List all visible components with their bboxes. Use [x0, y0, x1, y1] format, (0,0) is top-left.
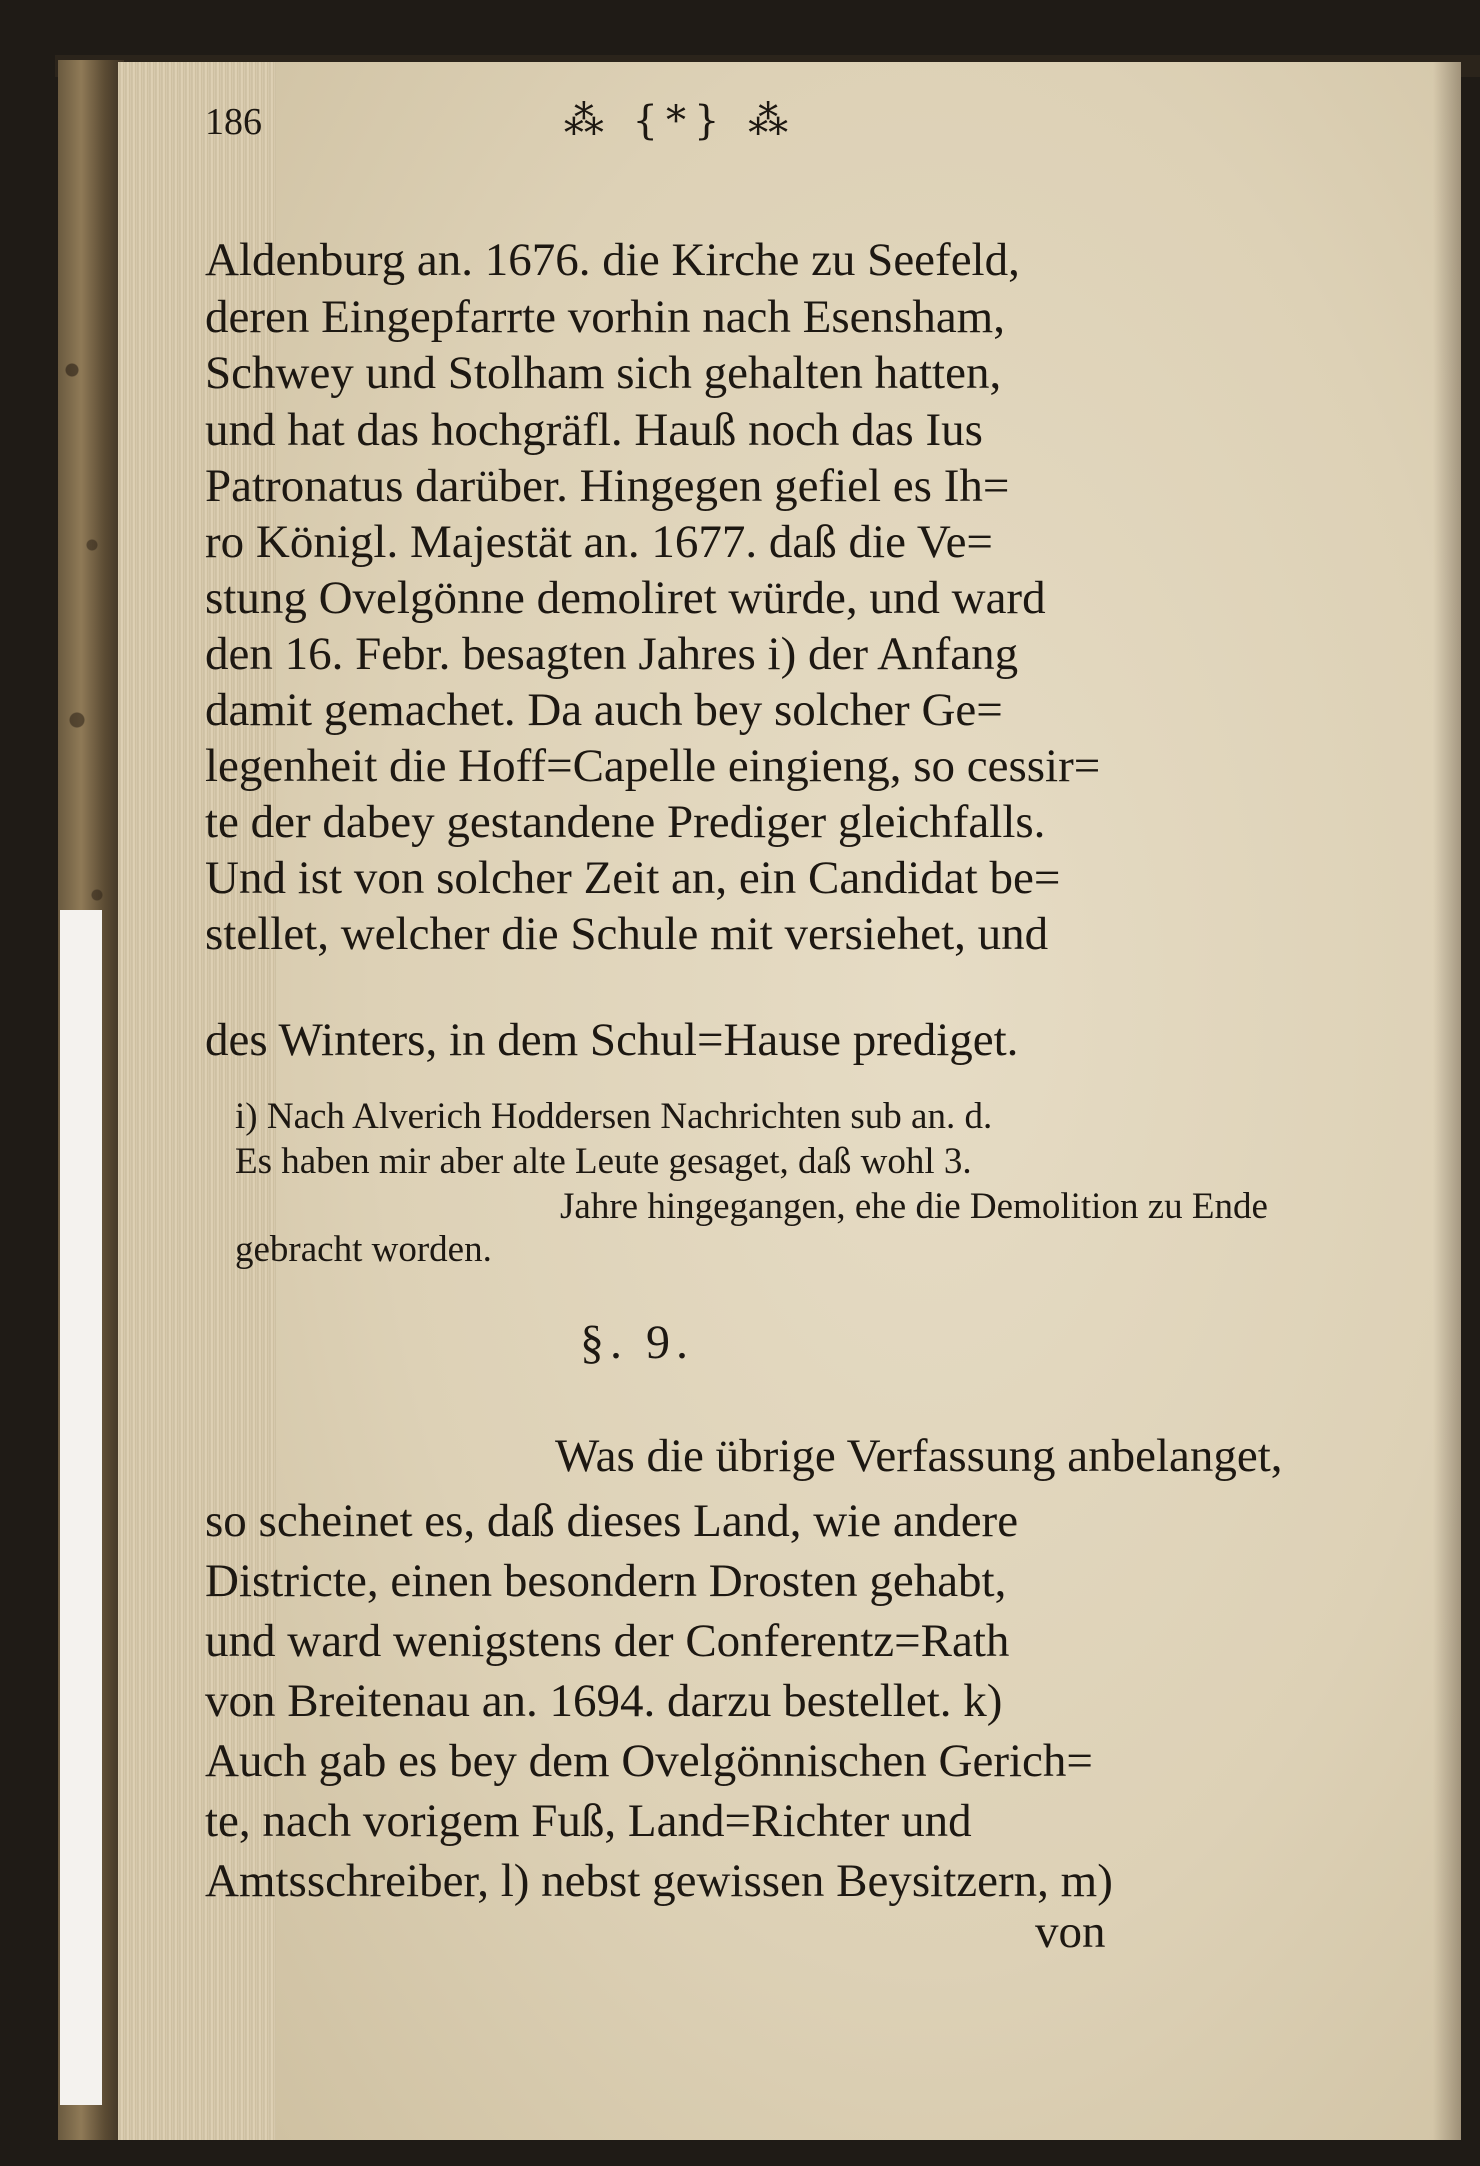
section-line: Auch gab es bey dem Ovelgönnischen Gerich=: [205, 1735, 1093, 1787]
footnote-line: i) Nach Alverich Hoddersen Nachrichten sub an. d.: [235, 1096, 993, 1137]
page-gutter-shadow: [1433, 62, 1461, 2140]
body-line-last: des Winters, in dem Schul=Hause prediget.: [205, 1014, 1019, 1066]
body-line: damit gemachet. Da auch bey solcher Ge=: [205, 684, 1003, 736]
body-line: ro Königl. Majestät an. 1677. daß die Ve=: [205, 516, 993, 568]
body-line: Aldenburg an. 1676. die Kirche zu Seefeld,: [205, 234, 1020, 286]
body-line: stung Ovelgönne demoliret würde, und ward: [205, 572, 1046, 624]
header-ornament: ⁂ {*} ⁂: [563, 98, 797, 144]
section-line: te, nach vorigem Fuß, Land=Richter und: [205, 1795, 972, 1847]
section-line: Was die übrige Verfassung anbelanget,: [555, 1430, 1283, 1482]
section-line: so scheinet es, daß dieses Land, wie andere: [205, 1495, 1019, 1547]
body-line: stellet, welcher die Schule mit versiehet, und: [205, 908, 1049, 960]
footnote-line: Jahre hingegangen, ehe die Demolition zu Ende: [560, 1186, 1268, 1227]
section-line: Districte, einen besondern Drosten gehabt,: [205, 1555, 1007, 1607]
paper-strip: [60, 910, 102, 2105]
body-line: Schwey und Stolham sich gehalten hatten,: [205, 347, 1002, 399]
body-line: deren Eingepfarrte vorhin nach Esensham,: [205, 291, 1005, 343]
section-line: von Breitenau an. 1694. darzu bestellet. k): [205, 1675, 1003, 1727]
catchword: von: [1035, 1906, 1106, 1958]
body-line: te der dabey gestandene Prediger gleichfalls.: [205, 796, 1046, 848]
footnote-line: gebracht worden.: [235, 1229, 492, 1270]
section-line: Amtsschreiber, l) nebst gewissen Beysitzern, m): [205, 1855, 1113, 1907]
page-number: 186: [205, 101, 262, 143]
body-line: Und ist von solcher Zeit an, ein Candidat be=: [205, 852, 1061, 904]
body-line: Patronatus darüber. Hingegen gefiel es Ih=: [205, 460, 1010, 512]
footnote-line: Es haben mir aber alte Leute gesaget, daß wohl 3.: [235, 1141, 972, 1182]
running-header: [205, 92, 1135, 162]
section-heading: §. 9.: [580, 1316, 694, 1369]
section-line: und ward wenigstens der Conferentz=Rath: [205, 1615, 1010, 1667]
body-line: und hat das hochgräfl. Hauß noch das Ius: [205, 404, 983, 456]
body-line: legenheit die Hoff=Capelle eingieng, so cessir=: [205, 740, 1101, 792]
foxing-spots: [62, 300, 112, 1000]
body-line: den 16. Febr. besagten Jahres i) der Anfang: [205, 628, 1019, 680]
